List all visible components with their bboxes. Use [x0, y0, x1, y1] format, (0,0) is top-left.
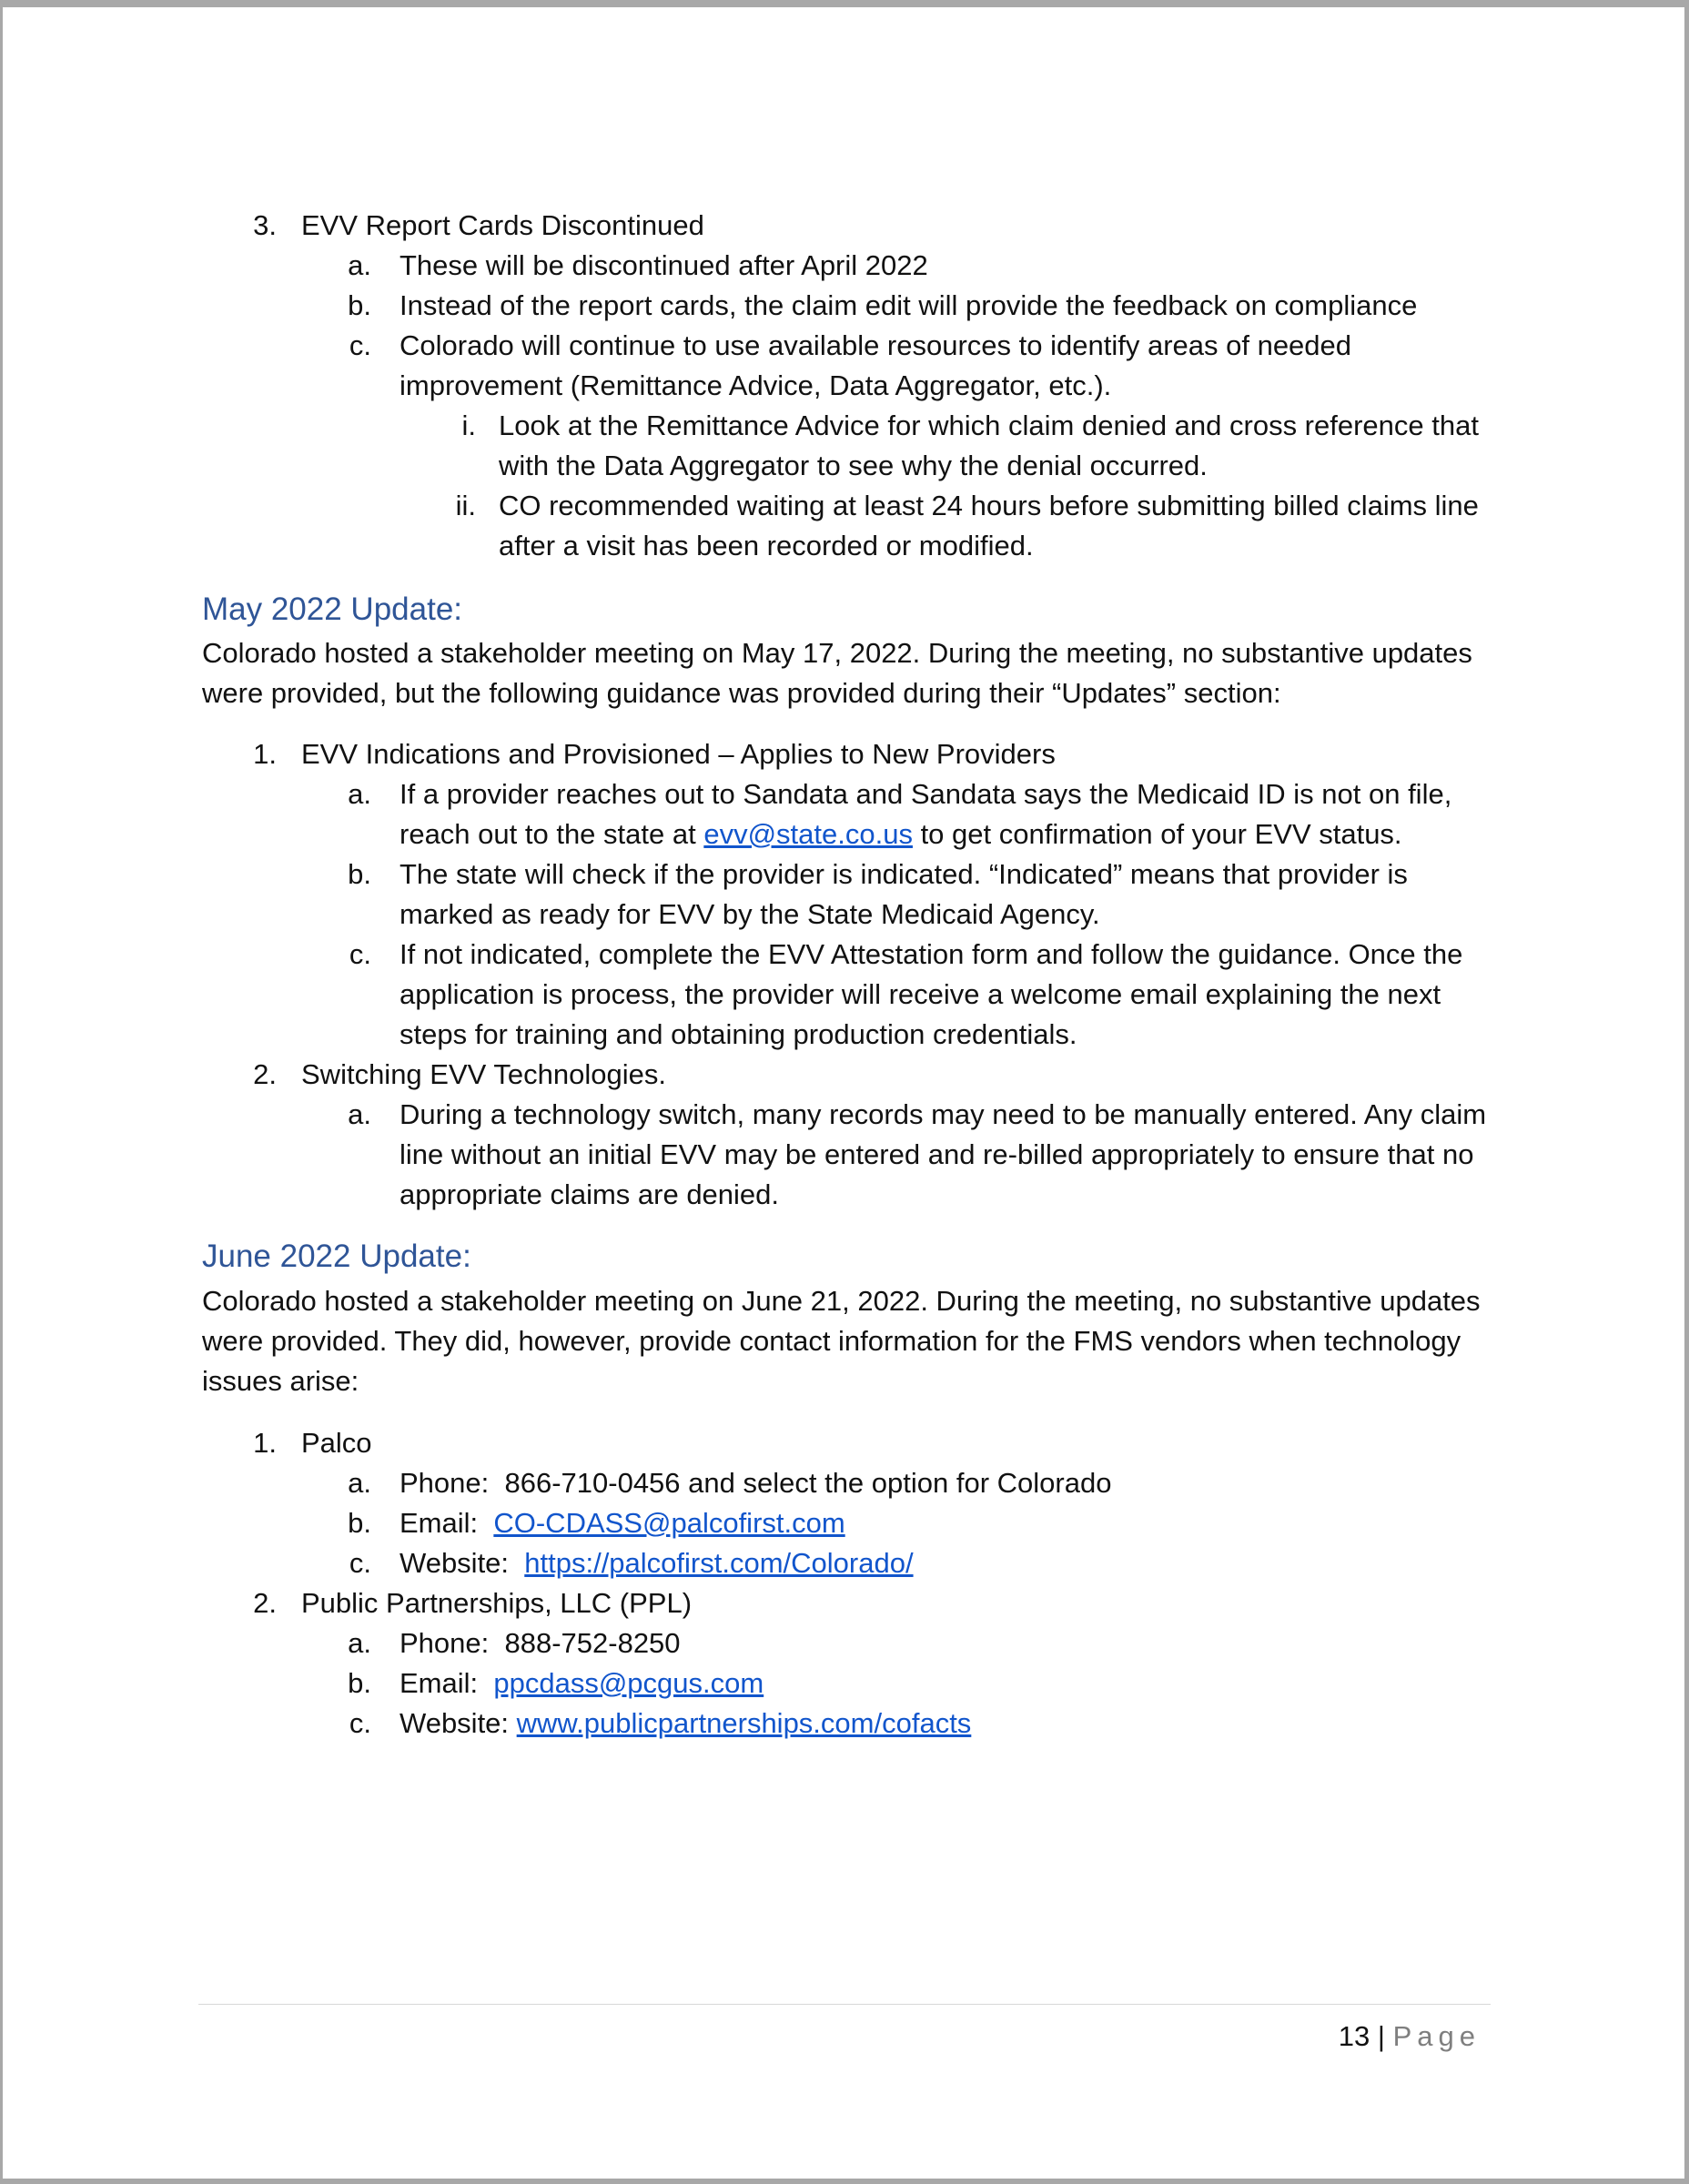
list-number: 2. [253, 1587, 277, 1619]
vendor-phone: Phone: 888-752-8250 [399, 1627, 681, 1659]
list-letter: b. [348, 289, 371, 321]
list-number: 1. [253, 738, 277, 770]
list-roman: i. [461, 410, 476, 441]
list-letter: b. [348, 1507, 371, 1539]
list-letter: c. [349, 329, 371, 361]
website-link-ppl[interactable]: www.publicpartnerships.com/cofacts [516, 1707, 972, 1739]
page-number: 13 | Page [1338, 2020, 1481, 2052]
paragraph-line: were provided, but the following guidance was provided during their “Updates” section: [202, 677, 1281, 709]
list-letter: c. [349, 1707, 371, 1739]
section-heading-june: June 2022 Update: [202, 1239, 471, 1274]
list-number: 1. [253, 1427, 277, 1459]
vendor-phone: Phone: 866-710-0456 and select the option for Colorado [399, 1467, 1112, 1499]
list-number: 2. [253, 1058, 277, 1090]
list-item-text: application is process, the provider will receive a welcome email explaining the next [399, 978, 1441, 1010]
list-item-text: These will be discontinued after April 2022 [399, 249, 928, 281]
vendor-website: Website: https://palcofirst.com/Colorado/ [399, 1547, 914, 1579]
list-item-text: after a visit has been recorded or modified. [499, 530, 1034, 561]
vendor-email: Email: ppcdass@pcgus.com [399, 1667, 764, 1699]
list-item-title: EVV Report Cards Discontinued [301, 209, 704, 241]
list-number: 3. [253, 209, 277, 241]
paragraph-line: Colorado hosted a stakeholder meeting on May 17, 2022. During the meeting, no substantive updates [202, 637, 1472, 669]
list-letter: b. [348, 858, 371, 890]
paragraph-line: issues arise: [202, 1365, 359, 1397]
document-page [3, 7, 1684, 2179]
list-item-title: Switching EVV Technologies. [301, 1058, 666, 1090]
email-link-palco[interactable]: CO-CDASS@palcofirst.com [493, 1507, 845, 1539]
email-link-evv[interactable]: evv@state.co.us [703, 818, 913, 850]
list-letter: a. [348, 1098, 371, 1130]
list-item-title: EVV Indications and Provisioned – Applies to New Providers [301, 738, 1056, 770]
email-link-ppl[interactable]: ppcdass@pcgus.com [493, 1667, 764, 1699]
list-letter: c. [349, 938, 371, 970]
list-item-text: Colorado will continue to use available resources to identify areas of needed [399, 329, 1352, 361]
list-item-text: During a technology switch, many records may need to be manually entered. Any claim [399, 1098, 1487, 1130]
list-letter: a. [348, 1627, 371, 1659]
paragraph-line: were provided. They did, however, provide contact information for the FMS vendors when technology [202, 1325, 1461, 1357]
list-item-text: with the Data Aggregator to see why the denial occurred. [499, 450, 1208, 481]
list-item-text: Look at the Remittance Advice for which claim denied and cross reference that [499, 410, 1479, 441]
list-item-text: If a provider reaches out to Sandata and Sandata says the Medicaid ID is not on file, [399, 778, 1452, 810]
list-item-text: marked as ready for EVV by the State Medicaid Agency. [399, 898, 1100, 930]
list-item-text: If not indicated, complete the EVV Attestation form and follow the guidance. Once the [399, 938, 1463, 970]
list-item-text: The state will check if the provider is indicated. “Indicated” means that provider is [399, 858, 1408, 890]
vendor-email: Email: CO-CDASS@palcofirst.com [399, 1507, 845, 1539]
section-heading-may: May 2022 Update: [202, 592, 463, 627]
vendor-name: Public Partnerships, LLC (PPL) [301, 1587, 693, 1619]
list-roman: ii. [455, 490, 476, 521]
list-item-text: appropriate claims are denied. [399, 1178, 780, 1210]
footer-divider [198, 2004, 1491, 2005]
paragraph-line: Colorado hosted a stakeholder meeting on June 21, 2022. During the meeting, no substantive updates [202, 1285, 1481, 1317]
list-item-text: line without an initial EVV may be entered and re-billed appropriately to ensure that no [399, 1138, 1474, 1170]
website-link-palco[interactable]: https://palcofirst.com/Colorado/ [524, 1547, 914, 1579]
list-letter: b. [348, 1667, 371, 1699]
vendor-name: Palco [301, 1427, 372, 1459]
vendor-website: Website: www.publicpartnerships.com/cofacts [399, 1707, 972, 1739]
list-letter: a. [348, 778, 371, 810]
list-item-text: CO recommended waiting at least 24 hours before submitting billed claims line [499, 490, 1479, 521]
list-letter: a. [348, 249, 371, 281]
list-item-text: steps for training and obtaining production credentials. [399, 1018, 1077, 1050]
list-letter: c. [349, 1547, 371, 1579]
list-item-text: Instead of the report cards, the claim edit will provide the feedback on compliance [399, 289, 1418, 321]
list-item-text: improvement (Remittance Advice, Data Aggregator, etc.). [399, 369, 1112, 401]
list-letter: a. [348, 1467, 371, 1499]
list-item-text: reach out to the state at evv@state.co.us to get confirmation of your EVV status. [399, 818, 1402, 850]
